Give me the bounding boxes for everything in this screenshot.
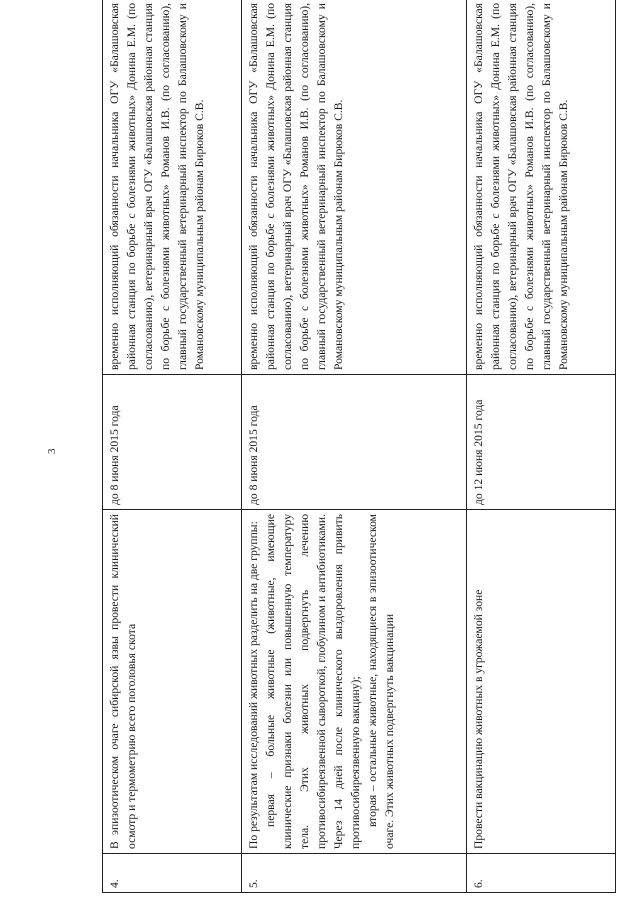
action-text: В эпизоотическом очаге сибирской язвы провести клинический осмотр и термометрию всего поголовья скота [108, 514, 138, 849]
action-cell [242, 510, 467, 854]
responsible-cell: временно исполняющий обязанности начальника ОГУ «Балашовская районная станция по борьбе с болезнями животных» Донина Е.М. (по согласованию), ветеринарный врач ОГУ «Балашовская районная станция по борьбе с болезнями животных» Романов И.В. (по согласованию), главный государственный ветеринарный инспектор по Балашовскому и Романовскому муниципальным районам Бирюков С.В. [467, 0, 616, 375]
deadline-cell: до 12 июня 2015 года [467, 375, 616, 510]
action-cell [103, 510, 242, 854]
table-row [103, 0, 242, 893]
action-text: первая – больные животные (животные, имеющие клинические признаки болезни или повышенную температуру тела. Этих животных подвергнуть лечению противосибиреязвенной сывороткой, глобулином и антибиотиками. Через 14 дней после клинического выздоровления привить противосибиреязвенную вакцину); [264, 514, 362, 849]
action-text: Провести вакцинацию животных в угрожаемой зоне [472, 589, 485, 849]
table-row [467, 0, 616, 893]
responsible-cell: временно исполняющий обязанности начальника ОГУ «Балашовская районная станция по борьбе с болезнями животных» Донина Е.М. (по согласованию), ветеринарный врач ОГУ «Балашовская районная станция по борьбе с болезнями животных» Романов И.В. (по согласованию), главный государственный ветеринарный инспектор по Балашовскому и Романовскому муниципальным районам Бирюков С.В. [242, 0, 467, 375]
page-number: 3 [46, 448, 58, 454]
row-number-cell: 4. [103, 854, 242, 893]
action-cell [467, 510, 616, 854]
measures-table [102, 0, 616, 893]
row-number-cell: 5. [242, 854, 467, 893]
deadline-cell: до 8 июня 2015 года [103, 375, 242, 510]
action-text: По результатам исследований животных разделить на две группы: [247, 521, 260, 849]
measures-table-rotated [102, 3, 615, 893]
table-row [242, 0, 467, 893]
row-number-cell: 6. [467, 854, 616, 893]
responsible-cell: временно исполняющий обязанности начальника ОГУ «Балашовская районная станция по борьбе с болезнями животных» Донина Е.М. (по согласованию), ветеринарный врач ОГУ «Балашовская районная станция по борьбе с болезнями животных» Романов И.В. (по согласованию), главный государственный ветеринарный инспектор по Балашовскому и Романовскому муниципальным районам Бирюков С.В. [103, 0, 242, 375]
action-text: вторая – остальные животные, находящиеся в эпизоотическом очаге. Этих животных подвергнуть вакцинации [366, 514, 396, 849]
deadline-cell: до 8 июня 2015 года [242, 375, 467, 510]
